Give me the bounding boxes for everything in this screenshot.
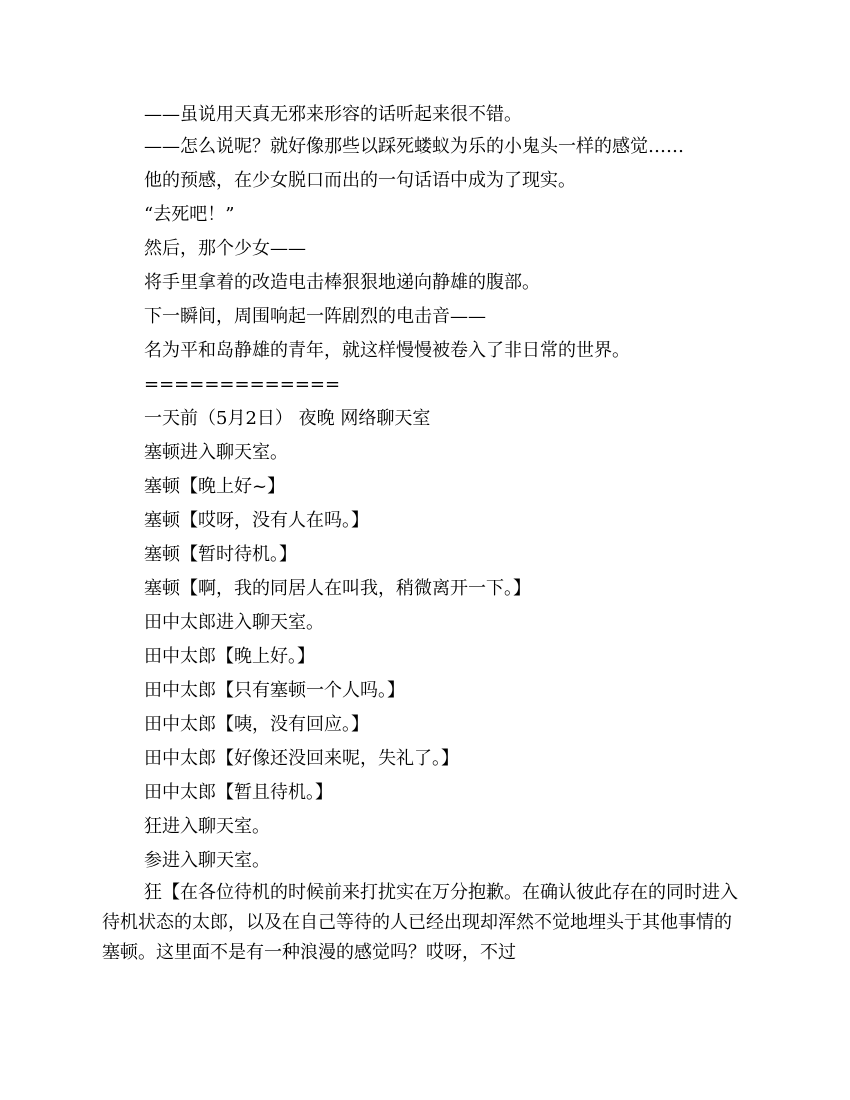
paragraph: 将手里拿着的改造电击棒狠狠地递向静雄的腹部。 [144,272,540,293]
paragraph: “去死吧！” [144,204,235,225]
chat-line: 塞顿【暂时待机。】 [144,544,297,565]
paragraph: 名为平和岛静雄的青年，就这样慢慢被卷入了非日常的世界。 [144,340,630,361]
chat-line: 田中太郎【只有塞顿一个人吗。】 [144,680,405,701]
chat-line: 塞顿【哎呀，没有人在吗。】 [144,510,369,531]
paragraph: 下一瞬间，周围响起一阵剧烈的电击音—— [144,306,486,327]
chat-line: 塞顿【啊，我的同居人在叫我，稍微离开一下。】 [144,578,531,599]
separator-line: ============= [144,374,341,395]
chat-line: 狂【在各位待机的时候前来打扰实在万分抱歉。在确认彼此存在的同时进入待机状态的太郎，以及在自己等待的人已经出现却浑然不觉地埋头于其他事情的塞顿。这里面不是有一种浪漫的感觉吗？哎呀，不过 [102,882,738,963]
document-body [102,98,748,968]
chat-line: 田中太郎【好像还没回来呢，失礼了。】 [144,748,459,769]
paragraph: 然后，那个少女—— [144,238,306,259]
paragraph: ——虽说用天真无邪来形容的话听起来很不错。 [144,104,522,125]
chat-line: 田中太郎【咦，没有回应。】 [144,714,369,735]
chat-line: 塞顿【晚上好~】 [144,476,286,497]
section-heading: 一天前（5月2日） 夜晚 网络聊天室 [144,408,431,429]
chat-line: 田中太郎【晚上好。】 [144,646,315,667]
chat-line: 塞顿进入聊天室。 [144,442,288,463]
chat-line: 田中太郎进入聊天室。 [144,612,324,633]
chat-line: 狂进入聊天室。 [144,816,270,837]
chat-line: 田中太郎【暂且待机。】 [144,782,333,803]
paragraph: 他的预感，在少女脱口而出的一句话语中成为了现实。 [144,170,576,191]
chat-line: 参进入聊天室。 [144,850,270,871]
paragraph: ——怎么说呢？就好像那些以踩死蝼蚁为乐的小鬼头一样的感觉…… [144,136,684,157]
